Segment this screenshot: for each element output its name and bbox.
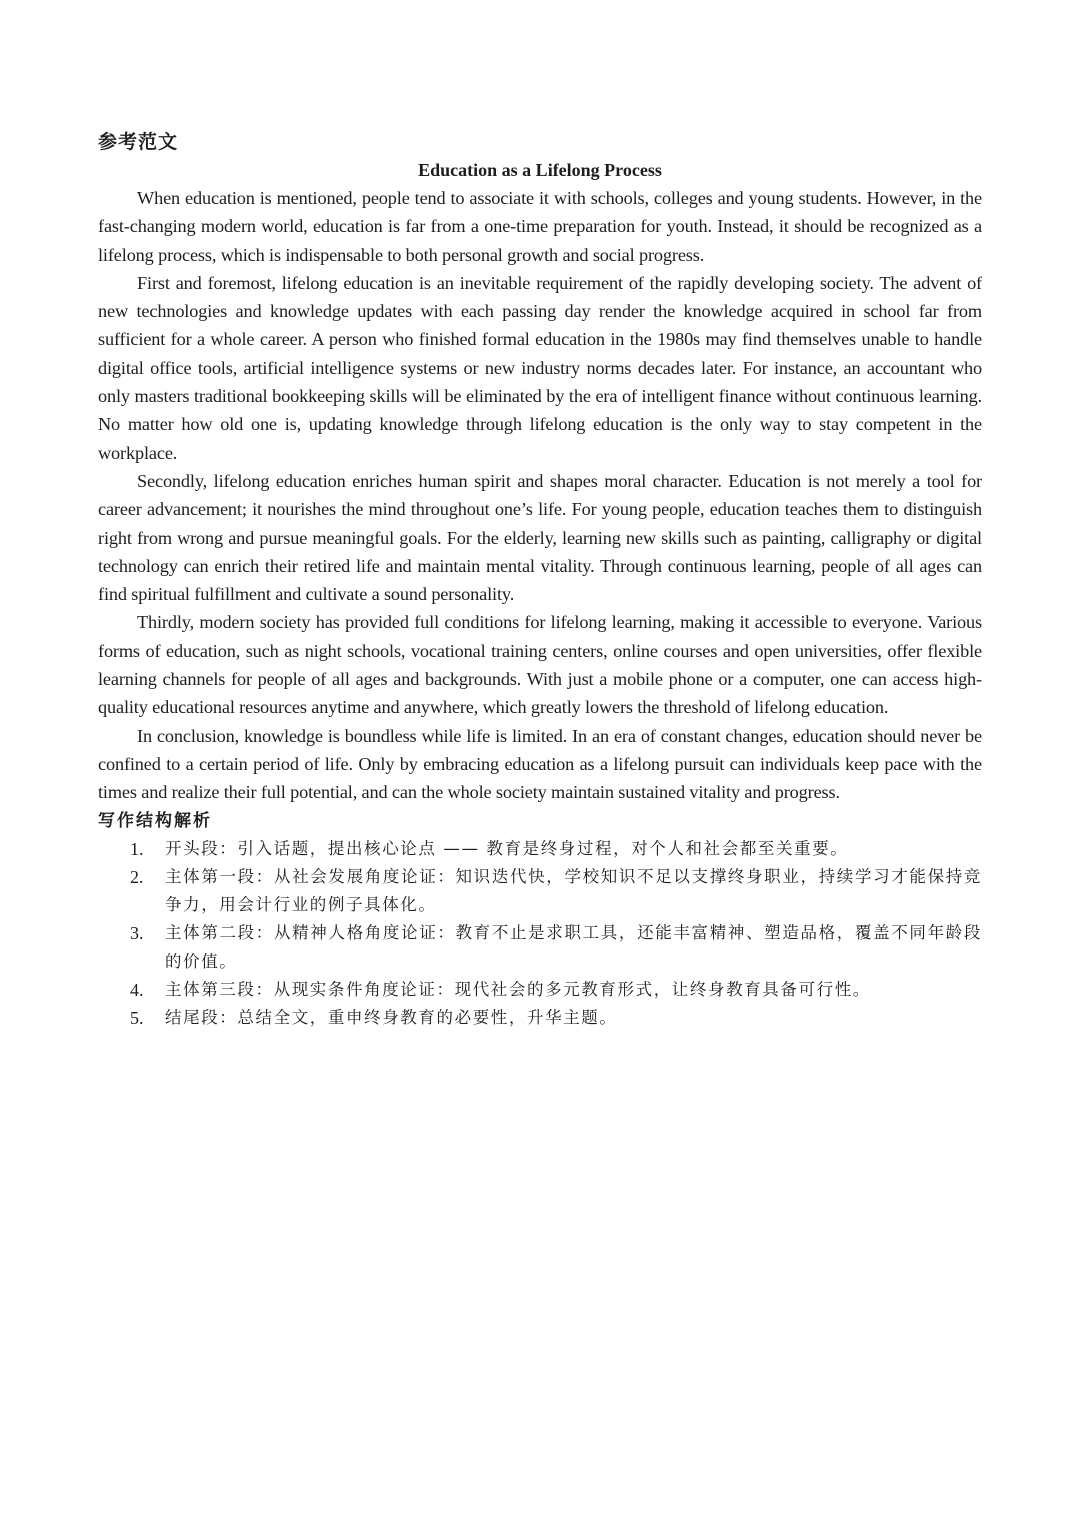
analysis-item-text: 主体第一段：从社会发展角度论证：知识迭代快，学校知识不足以支撑终身职业，持续学习才能保持竞争力，用会计行业的例子具体化。 [165, 866, 982, 915]
analysis-item-number: 2. [130, 866, 144, 887]
analysis-item [98, 863, 982, 920]
analysis-item-number: 4. [130, 980, 144, 1001]
essay-paragraph-body-3: Thirdly, modern society has provided full conditions for lifelong learning, making it accessible to everyone. Various forms of education, such as night schools, vocational training centers, online courses and open universities, offer flexible learning channels for people of all ages and backgrounds. With just a mobile phone or a computer, one can access high-quality educational resources anytime and anywhere, which greatly lowers the threshold of lifelong education. [98, 612, 982, 718]
analysis-item [98, 976, 982, 1004]
analysis-item-text: 结尾段：总结全文，重申终身教育的必要性，升华主题。 [165, 1008, 618, 1028]
analysis-item-text: 主体第二段：从精神人格角度论证：教育不止是求职工具，还能丰富精神、塑造品格，覆盖不同年龄段的价值。 [165, 923, 982, 971]
essay-paragraph-body-1: First and foremost, lifelong education is an inevitable requirement of the rapidly developing society. The advent of new technologies and knowledge updates with each passing day render the knowledge acquired in school far from sufficient for a whole career. A person who finished formal education in the 1980s may find themselves unable to handle digital office tools, artificial intelligence systems or new industry norms decades later. For instance, an accountant who only masters traditional bookkeeping skills will be eliminated by the era of intelligent finance without continuous learning. No matter how old one is, updating knowledge through lifelong education is the only way to stay competent in the workplace. [98, 272, 982, 463]
essay-body [98, 184, 982, 807]
analysis-item-number: 3. [130, 923, 144, 944]
analysis-heading: 写作结构解析 [98, 810, 212, 831]
analysis-item [98, 1004, 982, 1032]
analysis-item [98, 835, 982, 863]
analysis-item-text: 开头段：引入话题，提出核心论点 —— 教育是终身过程，对个人和社会都至关重要。 [165, 838, 849, 858]
analysis-list [98, 835, 982, 1033]
analysis-item-number: 5. [130, 1008, 144, 1029]
essay-paragraph-body-2: Secondly, lifelong education enriches human spirit and shapes moral character. Education is not merely a tool for career advancement; it nourishes the mind throughout one’s life. For young people, education teaches them to distinguish right from wrong and pursue meaningful goals. For the elderly, learning new skills such as painting, calligraphy or digital technology can enrich their retired life and maintain mental vitality. Through continuous learning, people of all ages can find spiritual fulfillment and cultivate a sound personality. [98, 470, 982, 605]
essay-paragraph-conclusion: In conclusion, knowledge is boundless while life is limited. In an era of constant changes, education should never be confined to a certain period of life. Only by embracing education as a lifelong pursuit can individuals keep pace with the times and realize their full potential, and can the whole society maintain sustained vitality and progress. [98, 725, 982, 803]
document-page [98, 128, 982, 1033]
essay-title: Education as a Lifelong Process [418, 160, 662, 180]
analysis-item-text: 主体第三段：从现实条件角度论证：现代社会的多元教育形式，让终身教育具备可行性。 [165, 980, 871, 1000]
section-heading: 参考范文 [98, 131, 179, 153]
essay-paragraph-intro: When education is mentioned, people tend to associate it with schools, colleges and young students. However, in the fast-changing modern world, education is far from a one-time preparation for youth. Instead, it should be recognized as a lifelong process, which is indispensable to both personal growth and social progress. [98, 188, 982, 265]
analysis-item [98, 919, 982, 976]
analysis-item-number: 1. [130, 838, 144, 859]
